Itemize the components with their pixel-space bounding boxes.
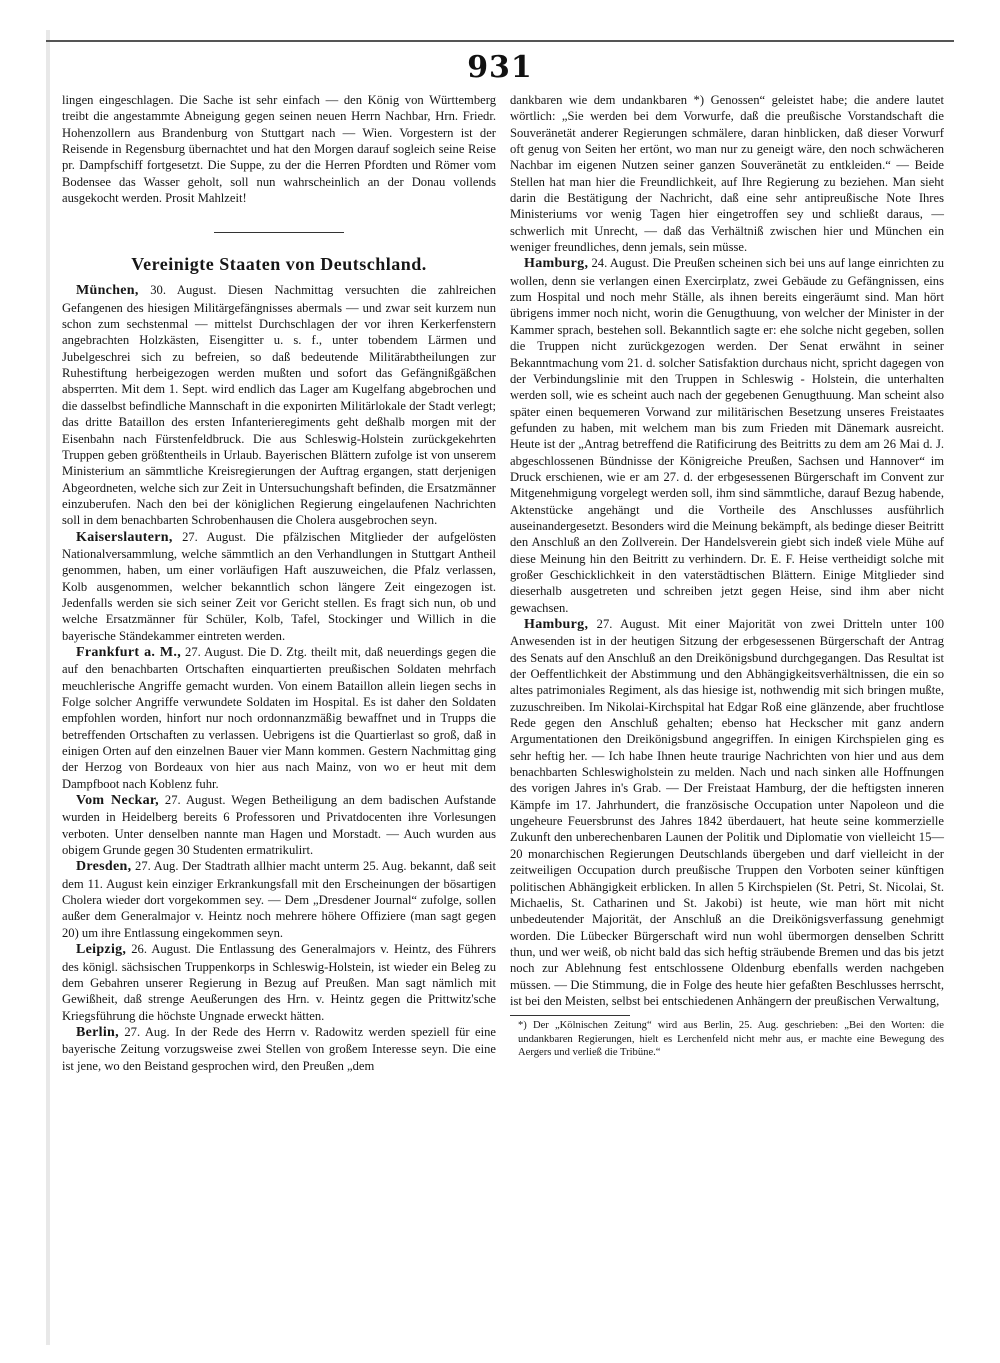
footnote-rule — [510, 1015, 630, 1016]
page-number: 931 — [467, 50, 533, 85]
continuation-paragraph: lingen eingeschlagen. Die Sache ist sehr einfach — den König von Württemberg treibt die angestammte Abneigung gegen seinen neuen Herrn Nachbar, Hrn. Friedr. Hohenzollern aus Brandenburg von Stuttgart nach — Wien. Vorgestern ist der Reisende in Regensburg übernachtet und hat den Morgen darauf sogleich seine Reise pr. Dampfschiff fortgesetzt. Die Suppe, zu der die Herren Pfordten und Römer vom Bodensee das Wasser geholt, soll nun wahrscheinlich an der Donau vollends ausgekocht werden. Prosit Mahlzeit! — [62, 93, 496, 206]
right-column — [510, 92, 944, 1060]
dateline-leipzig: Leipzig, — [76, 942, 127, 958]
article-hamburg-27-text: 27. August. Mit einer Majorität von zwei Dritteln unter 100 Anwesenden ist in der heutigen Sitzung der erbgesessenen Bürgerschaft der Antrag des Senats auf den Anschluß an den Dreikönigsbund durchgegangen. Das Resultat ist der Oeffentlichkeit der Abstimmung und den Abhängigkeitsverhältnissen, die ein so altes patrimoniales Regiment, als das hiesige ist, nothwendig mit sich bringen mußte, zuzuschreiben. Im Nikolai-Kirchspital hat Edgar Roß eine glänzende, aber fruchtlose Rede gegen den Anschluß gehalten; ebenso hat Heckscher mit ganz andern Argumentationen den Dreikönigsbund angegriffen. In einigen Kirchspielen ging es sehr heftig her. — Ich habe Ihnen heute traurige Nachrichten von hier und aus dem benachbarten Schleswigholstein zu melden. Nach und nach sinken alle Hoffnungen des vorigen Jahres in's Grab. — Der Freistaat Hamburg, der die heftigsten inneren Kämpfe im 17. Jahrhundert, die französische Occupation unter Napoleon und die ungeheure Feuersbrunst des Jahres 1842 überdauert, hat heute seine kommerzielle Zukunft den unberechenbaren Launen der Politik und Diplomatie von vielleicht 15—20 monarchischen Regierungen Deutschlands übergeben und darf vielleicht in der zeitweiligen Occupation durch preußische Truppen den Vorboten seiner künftigen politischen Abhängigkeit erblicken. In allen 5 Kirchspielen (St. Petri, St. Nicolai, St. Michaelis, St. Catharinen und St. Jakobi) ist heute, wie man hört mit nicht unbedeutender Majorität, der Anschluß an die Dreikönigsverfassung genehmigt worden. Die Lübecker Bürgerschaft wird nun wohl übermorgen denselben Schritt thun, und wer weiß, ob nicht bald das sich heftig sträubende Bremen und das bis jetzt noch zur Ablehnung fest entschlossene Oldenburg ebenfalls werden nachgeben müssen. — Die Stimmung, die in Folge des heute hier gefaßten Beschlusses herrscht, ist bei den Meisten, selbst bei entschiedenen Anhängern der preußischen Verwaltung, — [510, 617, 944, 1008]
article-berlin-text: 27. Aug. In der Rede des Herrn v. Radowitz werden speziell für eine bayerische Zeitung vorzugsweise zwei Stellen von großem Interesse seyn. Die eine ist jene, wo den Beistand gesprochen wird, den Preußen „dem — [62, 1024, 496, 1073]
dateline-frankfurt: Frankfurt a. M., — [76, 644, 181, 660]
left-column — [62, 92, 496, 1074]
dateline-muenchen: München, — [76, 283, 139, 299]
article-dresden — [62, 858, 496, 941]
dateline-hamburg-24: Hamburg, — [524, 256, 589, 272]
footnote: *) Der „Kölnischen Zeitung“ wird aus Berlin, 25. Aug. geschrieben: „Bei den Worten: die undankbaren Regierungen, hielt es Lerchenfeld nicht mehr aus, er machte eine Bewegung des Aergers und verließ die Tribüne.“ — [518, 1020, 944, 1059]
article-muenchen — [62, 282, 496, 528]
article-neckar-text: 27. August. Wegen Betheiligung an dem badischen Aufstande wurden in Heidelberg bereits 6 Professoren und Privatdocenten ihre Vorlesungen verboten. Unter denselben nannte man Hagen und Morstadt. — Auch wurden aus obigem Grunde gegen 30 Studenten ermatrikulirt. — [62, 793, 496, 858]
dateline-dresden: Dresden, — [76, 859, 132, 875]
continuation-berlin: dankbaren wie dem undankbaren *) Genossen“ geleistet habe; die andere lautet wörtlich: „Sie werden bei dem Vorwurfe, daß die preußische Vorstandschaft die Souveränetät anderer Regierungen schmälere, daran hinblicken, daß dieser Vorwurf oft genug von Seiten her ertönt, wo man nur zu geneigt wäre, den noch schwächeren Nachbar im eigenen Nutzen seiner ganzen Souveränetät zu entkleiden.“ — Beide Stellen hat man hier die Freundlichkeit, auf Ihre Regierung zu beziehen. Man sieht darin die Bestätigung der Nachricht, daß eine sehr antipreußische Note Ihres Ministeriums vor wenig Tagen hier eingetroffen sey und schließt daraus, — schwerlich mit Unrecht, — daß das Verhältniß zwischen hier und München ein weniger freundliches, denn jemals, sein müsse. — [510, 93, 944, 255]
article-kaiserslautern-text: 27. August. Die pfälzischen Mitglieder der aufgelösten Nationalversammlung, welche sämmtlich an den Verhandlungen in Stuttgart Antheil genommen, haben, um einer vorläufigen Haft auszuweichen, die Pfalz verlassen, Kolb ausgenommen, welcher bekanntlich schon längere Zeit eingezogen ist. Jedenfalls werden sie sich seiner Zeit vor Gericht stellen. Es fragt sich nun, ob und welche Ersatzmänner für Schüler, Kolb, Tafel, Stockinger und Willich in die bayerische Ständekammer eintreten werden. — [62, 529, 496, 643]
article-leipzig-text: 26. August. Die Entlassung des Generalmajors v. Heintz, des Führers des königl. sächsischen Truppenkorps in Schleswig-Holstein, ist wieder ein Beleg zu dem Gebahren unserer Regierung in Bezug auf Preußen. Man sagt nämlich mit Gewißheit, daß strenge Aeußerungen des Hrn. v. Heintz gegen die Prittwitz'sche Kriegsführung die höchste Ungnade erweckt hätten. — [62, 942, 496, 1023]
article-neckar — [62, 792, 496, 858]
article-berlin — [62, 1024, 496, 1074]
article-dresden-text: 27. Aug. Der Stadtrath allhier macht unterm 25. Aug. bekannt, daß seit dem 11. August kein einziger Erkrankungsfall mit den Erscheinungen der bösartigen Cholera wieder dort vorgekommen sey. — Dem „Dresdener Journal“ zufolge, sollen außer dem Generalmajor v. Heintz noch mehrere höhere Offiziere (man sagt gegen 20) um ihre Entlassung eingekommen seyn. — [62, 859, 496, 940]
section-divider — [214, 232, 344, 233]
article-frankfurt — [62, 644, 496, 792]
article-muenchen-text: 30. August. Diesen Nachmittag versuchten die zahlreichen Gefangenen des hiesigen Militärgefängnisses abermals — und zwar seit kurzem nun schon zum sechstenmal — mittelst Durchschlagen der vor ihren Kerkerfenstern angebrachten Holzkästen, Eisengitter u. s. f., unter tobendem Lärmen und Jubelgeschrei sich zu befreien, so daß bedeutende Militärabtheilungen zur Ruhestiftung herbeigezogen werden mußten und sofort das Gefängnißgäßchen absperrten. Mit dem 1. Sept. wird endlich das Lager am Kugelfang abgebrochen und die dasselbst befindliche Mannschaft in die exponirten Militärlokale der Stadt verlegt; das dritte Bataillon des ersten Infanterieregiments geht deßhalb morgen mit der Eisenbahn nach Fürstenfeldbruck. Die aus Schleswig-Holstein zurückgekehrten Truppen geben größtentheils in Urlaub. Bayerischen Blättern zufolge ist von unserem Ministerium an sämmtliche Kreisregierungen der Auftrag ergangen, statt derjenigen Abgeordneten, welche sich zur Zeit in Untersuchungshaft befinden, die Ersatzmänner einzuberufen. Nach den bei der königlichen Regierung eingelaufenen Nachrichten soll in dem benachbarten Schrobenhausen die Cholera ausgebrochen seyn. — [62, 283, 496, 528]
section-title: Vereinigte Staaten von Deutschland. — [131, 254, 427, 275]
dateline-berlin: Berlin, — [76, 1024, 119, 1040]
article-frankfurt-text: 27. August. Die D. Ztg. theilt mit, daß neuerdings gegen die auf den benachbarten Ortschaften einquartierten preußischen Soldaten mehrfach meuchlerische Angriffe gemacht wurden. Von einem Bataillon allein liegen sechs in Folge solcher Angriffe verwundete Soldaten im Hospital. Es ist daher den Soldaten empfohlen worden, hinfort nur noch ordonnanzmäßig bewaffnet und in Trupps die betreffenden Ortschaften zu verlassen. Uebrigens ist die Quartierlast so groß, daß in einigen Orten auf den einzelnen Bauer vier Mann kommen. Gestern Nachmittag ging der Herzog von Bordeaux von hier aus nach Mainz, von wo er heut mit dem Dampfboot nach Koblenz fuhr. — [62, 644, 496, 791]
article-kaiserslautern — [62, 529, 496, 644]
top-rule — [46, 40, 954, 42]
page-edge-shadow — [46, 30, 50, 1345]
dateline-kaiserslautern: Kaiserslautern, — [76, 529, 173, 545]
dateline-neckar: Vom Neckar, — [76, 793, 159, 809]
article-leipzig — [62, 941, 496, 1024]
article-hamburg-24 — [510, 255, 944, 616]
article-hamburg-24-text: 24. August. Die Preußen scheinen sich bei uns auf lange einrichten zu wollen, denn sie verlangen einen Exercirplatz, zwei Gebäude zu Gefängnissen, eins zum Hospital und noch mehr Ställe, als ihnen bereits eingeräumt sind. Man hört übrigens immer noch nicht, worin die Genugthuung, von welcher der Minister in der Kammer sprach, bestehen soll. Bekanntlich sagte er: ehe solche nicht gegeben, sollen die Truppen nicht zurückgezogen werden. Der Senat erwähnt in seiner Bekanntmachung vom 21. d. solcher Satisfaktion durchaus nicht, spricht dagegen von der Verbindungslinie mit den Truppen in Schleswig - Holstein, die unterhalten werden soll, wie es scheint auch nach der gegebenen Genugthuung. Man scheint also später einen bequemeren Vorwand zur militärischen Besetzung unseres Freistaates gefunden zu haben, mit welchem man bis zum Frieden mit Dänemark ausreicht. Heute ist der „Antrag betreffend die Ratificirung des Beitritts zu dem am 26 Mai d. J. abgeschlossenen Bündnisse der Königreiche Preußen, Sachsen und Hannover“ im Druck erschienen, wie er am 27. d. der erbgesessenen Bürgerschaft im Convent zur Mitgenehmigung vorgelegt werden soll, ihm sind sämmtliche, darauf Bezug habende, Aktenstücke angehängt und die Vortheile des Anschlusses ausführlich auseinandergesetzt. Besonders wird die Meinung bekämpft, als bedinge dieser Beitritt den Anschluß an den Zollverein. Der Handelsverein giebt sich indeß viele Mühe auf diese Meinung hin den Beitritt zu verhindern. Dr. E. F. Heise vertheidigt solche mit großer Geschicklichkeit in den vaterstädtischen Blättern. Einige Mitglieder sind dieserhalb ausgetreten und schreiben jetzt gegen Heise, sind ihm aber nicht gewachsen. — [510, 256, 944, 615]
article-hamburg-27 — [510, 616, 944, 1009]
dateline-hamburg-27: Hamburg, — [524, 617, 589, 632]
